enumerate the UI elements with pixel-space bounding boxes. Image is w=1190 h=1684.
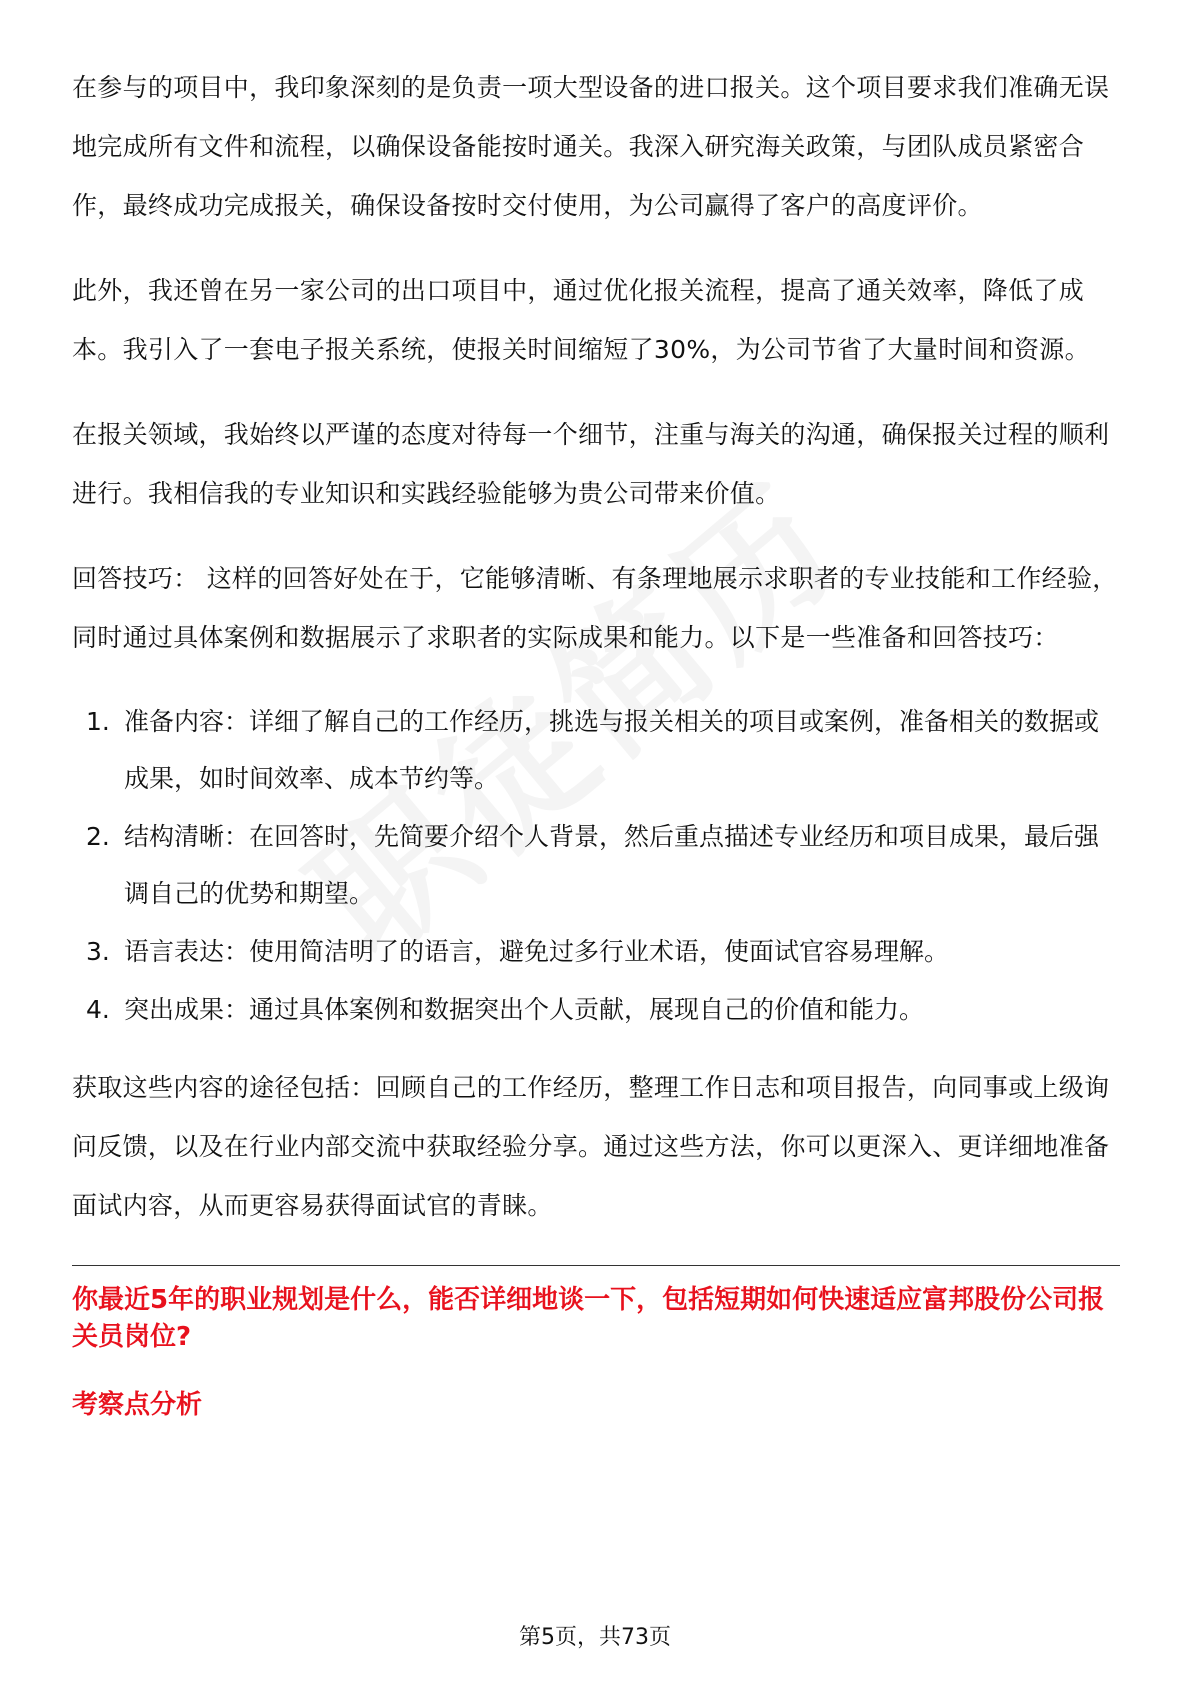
list-item xyxy=(72,923,1120,980)
tips-list xyxy=(72,693,1120,1038)
paragraph-project-import: 在参与的项目中，我印象深刻的是负责一项大型设备的进口报关。这个项目要求我们准确无误地完成所有文件和流程，以确保设备能按时通关。我深入研究海关政策，与团队成员紧密合作，最终成功完成报关，确保设备按时交付使用，为公司赢得了客户的高度评价。 xyxy=(72,73,1110,220)
list-item xyxy=(72,981,1120,1038)
paragraph-closing: 获取这些内容的途径包括：回顾自己的工作经历，整理工作日志和项目报告，向同事或上级询问反馈，以及在行业内部交流中获取经验分享。通过这些方法，你可以更深入、更详细地准备面试内容，从而更容易获得面试官的青睐。 xyxy=(72,1073,1110,1220)
paragraph-attitude: 在报关领域，我始终以严谨的态度对待每一个细节，注重与海关的沟通，确保报关过程的顺利进行。我相信我的专业知识和实践经验能够为贵公司带来价值。 xyxy=(72,420,1110,508)
section-heading: 考察点分析 xyxy=(72,1390,203,1420)
list-item-number: 2. xyxy=(86,822,110,851)
document-body xyxy=(72,58,1120,1421)
list-item xyxy=(72,693,1120,807)
list-item-text: 结构清晰：在回答时，先简要介绍个人背景，然后重点描述专业经历和项目成果，最后强调自己的优势和期望。 xyxy=(124,822,1100,908)
list-item-number: 3. xyxy=(86,937,110,966)
paragraph-answer-tips: 回答技巧： 这样的回答好处在于，它能够清晰、有条理地展示求职者的专业技能和工作经验，同时通过具体案例和数据展示了求职者的实际成果和能力。以下是一些准备和回答技巧： xyxy=(72,564,1118,652)
list-item-text: 突出成果：通过具体案例和数据突出个人贡献，展现自己的价值和能力。 xyxy=(124,995,925,1024)
list-item-number: 1. xyxy=(86,707,110,736)
page-number: 第5页，共73页 xyxy=(519,1625,671,1650)
list-item xyxy=(72,808,1120,922)
list-item-text: 语言表达：使用简洁明了的语言，避免过多行业术语，使面试官容易理解。 xyxy=(124,937,950,966)
section-divider xyxy=(72,1265,1120,1266)
list-item-text: 准备内容：详细了解自己的工作经历，挑选与报关相关的项目或案例，准备相关的数据或成果，如时间效率、成本节约等。 xyxy=(124,707,1100,793)
list-item-number: 4. xyxy=(86,995,110,1024)
interview-question: 你最近5年的职业规划是什么，能否详细地谈一下，包括短期如何快速适应富邦股份公司报关员岗位? xyxy=(72,1285,1105,1352)
paragraph-project-export: 此外，我还曾在另一家公司的出口项目中，通过优化报关流程，提高了通关效率，降低了成本。我引入了一套电子报关系统，使报关时间缩短了30%，为公司节省了大量时间和资源。 xyxy=(72,276,1090,364)
